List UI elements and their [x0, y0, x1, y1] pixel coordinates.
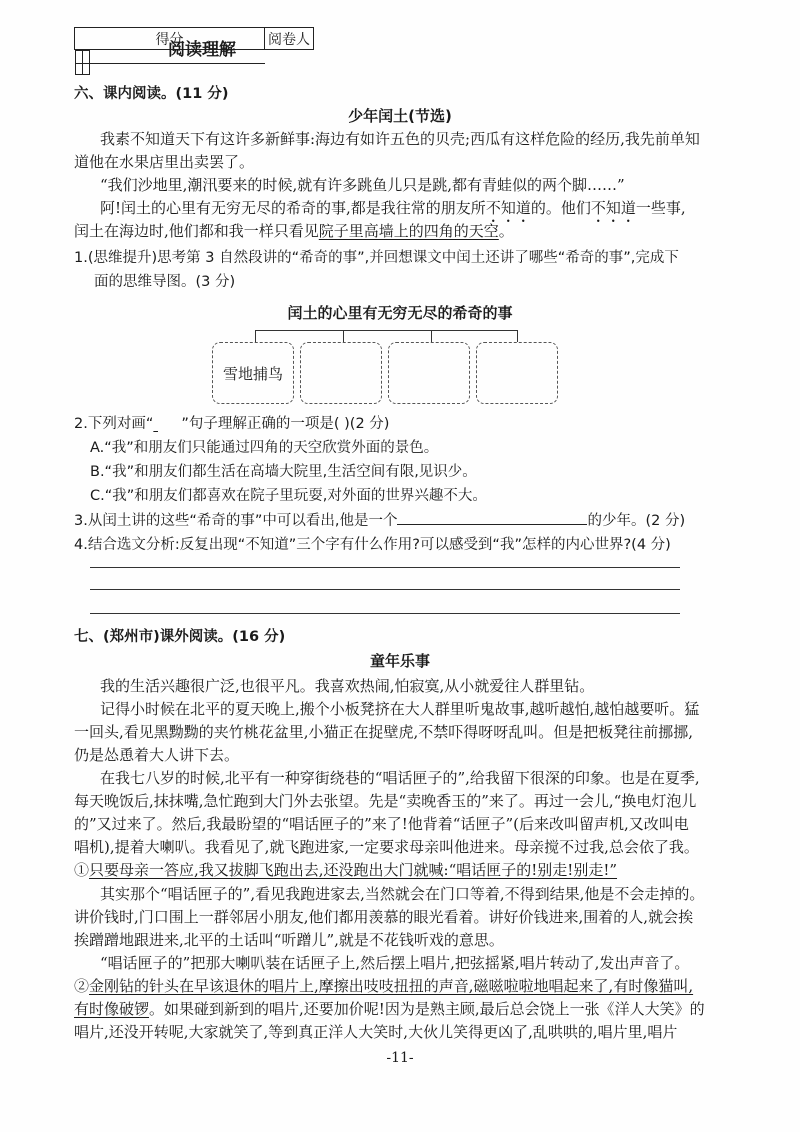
mindmap-box-3[interactable] — [388, 342, 470, 404]
part7-l13: “唱话匣子的”把那大喇叭装在话匣子上,然后摆上唱片,把弦摇紧,唱片转动了,发出声音了。 — [100, 954, 690, 972]
underlined-sentence-2: 金刚钻的针头在早该退休的唱片上,摩擦出吱吱扭扭的声音,磁嗞啦啦地唱起来了,有时像猫叫, — [89, 977, 694, 995]
part6-title: 少年闰土(节选) — [348, 107, 452, 125]
sentence-marker-2: ② — [74, 977, 90, 995]
part7-l15: 有时像破锣。如果碰到新到的唱片,还要加价呢!因为是熟主顾,最后总会饶上一张《洋人大笑》的 — [74, 1000, 705, 1018]
underlined-sentence-2-end: 有时像破锣 — [74, 1000, 150, 1018]
q4-stem: 4.结合选文分析:反复出现“不知道”三个字有什么作用?可以感受到“我”怎样的内心世界?(4 分) — [74, 537, 671, 553]
mindmap-box-1: 雪地捕鸟 — [212, 342, 294, 404]
part7-l7: 的”又过来了。然后,我最盼望的“唱话匣子的”来了!他背着“话匣子”(后来改叫留声机,又改叫电 — [74, 815, 689, 833]
q2-option-b: B.“我”和朋友们都生活在高墙大院里,生活空间有限,见识少。 — [90, 464, 477, 480]
underlined-sentence-1: 只要母亲一答应,我又拔脚飞跑出去,还没跑出大门就喊:“唱话匣子的!别走!别走!” — [89, 861, 618, 879]
part7-heading: 七、(郑州市)课外阅读。(16 分) — [74, 629, 286, 645]
page-number: -11- — [386, 1050, 414, 1066]
grader-cell[interactable] — [82, 51, 89, 75]
part6-p1b: 道他在水果店里出卖罢了。 — [74, 153, 255, 171]
part7-l16: 唱片,还没开转呢,大家就笑了,等到真正洋人大笑时,大伙儿笑得更凶了,乱哄哄的,唱片里,唱片 — [74, 1023, 678, 1041]
part7-l9 — [74, 859, 617, 880]
q2-option-c: C.“我”和朋友们都喜欢在院子里玩耍,对外面的世界兴趣不大。 — [90, 488, 487, 504]
grader-label: 阅卷人 — [265, 28, 314, 50]
part6-p3a: 阿!闰土的心里有无穷无尽的希奇的事,都是我往常的朋友所不知道的。他们不知道一些事, — [100, 199, 686, 217]
q4-answer-line-2[interactable] — [90, 589, 680, 590]
emphasis-not-know-2: 不知道 — [590, 199, 636, 217]
score-label: 得分 — [75, 28, 265, 50]
part6-heading: 六、课内阅读。(11 分) — [74, 86, 229, 102]
mindmap-box-4[interactable] — [476, 342, 558, 404]
score-cell[interactable] — [75, 51, 82, 75]
part7-l5: 在我七八岁的时候,北平有一种穿街绕巷的“唱话匣子的”,给我留下很深的印象。也是在夏季, — [100, 769, 700, 787]
q3-stem: 3.从闰土讲的这些“希奇的事”中可以看出,他是一个 的少年。(2 分) — [74, 513, 686, 529]
underline-marker — [153, 416, 181, 432]
part7-l11: 讲价钱时,门口围上一群邻居小朋友,他们都用羡慕的眼光看着。讲好价钱进来,围着的人,就会挨 — [74, 908, 694, 926]
mindmap-title: 闰土的心里有无穷无尽的希奇的事 — [287, 304, 513, 322]
part7-l1: 我的生活兴趣很广泛,也很平凡。我喜欢热闹,怕寂寞,从小就爱往人群里钻。 — [100, 677, 595, 695]
mindmap-branch-2 — [343, 330, 344, 342]
q1-line2: 面的思维导图。(3 分) — [94, 274, 236, 290]
part6-p3b: 闰土在海边时,他们都和我一样只看见院子里高墙上的四角的天空。 — [74, 222, 514, 240]
q2-stem: 2.下列对画“ ”句子理解正确的一项是( )(2 分) — [74, 416, 390, 432]
underlined-sentence: 院子里高墙上的四角的天空 — [318, 222, 499, 240]
part7-l4: 仍是怂恿着大人讲下去。 — [74, 746, 240, 764]
q2-option-a: A.“我”和朋友们只能通过四角的天空欣赏外面的景色。 — [90, 440, 439, 456]
part7-l8: 唱机),提着大喇叭。我看见了,就飞跑进家,一定要求母亲叫他进来。母亲搅不过我,总会依了我。 — [74, 838, 699, 856]
mindmap-branch-3 — [431, 330, 432, 342]
emphasis-not-know-1: 不知道 — [485, 199, 531, 217]
part6-p1a: 我素不知道天下有这许多新鲜事:海边有如许五色的贝壳;西瓜有这样危险的经历,我先前单知 — [100, 130, 700, 148]
part7-title: 童年乐事 — [369, 652, 430, 670]
q4-answer-line-3[interactable] — [90, 613, 680, 614]
part7-l10: 其实那个“唱话匣子的”,看见我跑进家去,当然就会在门口等着,不得到结果,他是不会走掉的。 — [100, 885, 705, 903]
q1-line1: 1.(思维提升)思考第 3 自然段讲的“希奇的事”,并回想课文中闰土还讲了哪些“希奇的事”,完成下 — [74, 250, 679, 266]
mindmap-box-2[interactable] — [300, 342, 382, 404]
part7-l12: 挨蹭蹭地跟进来,北平的土话叫“听蹭儿”,就是不花钱听戏的意思。 — [74, 931, 504, 949]
sentence-marker-1: ① — [74, 861, 90, 879]
mindmap-branch-4 — [517, 330, 518, 342]
part6-p2: “我们沙地里,潮汛要来的时候,就有许多跳鱼儿只是跳,都有青蛙似的两个脚……” — [100, 176, 625, 194]
mindmap-connector — [255, 330, 517, 331]
section-title: 阅读理解 — [168, 40, 236, 60]
part7-l3: 一回头,看见黑黝黝的夹竹桃花盆里,小猫正在捉壁虎,不禁吓得呀呀乱叫。但是把板凳往前挪挪, — [74, 723, 694, 741]
q4-answer-line-1[interactable] — [90, 567, 680, 568]
part7-l2: 记得小时候在北平的夏天晚上,搬个小板凳挤在大人群里听鬼故事,越听越怕,越怕越要听。猛 — [100, 700, 700, 718]
q3-answer-blank[interactable] — [397, 511, 587, 525]
mindmap-branch-1 — [255, 330, 256, 342]
part7-l14 — [74, 975, 693, 996]
part7-l6: 每天晚饭后,抹抹嘴,急忙跑到大门外去张望。先是“卖晚香玉的”来了。再过一会儿,“换电灯泡儿 — [74, 792, 697, 810]
